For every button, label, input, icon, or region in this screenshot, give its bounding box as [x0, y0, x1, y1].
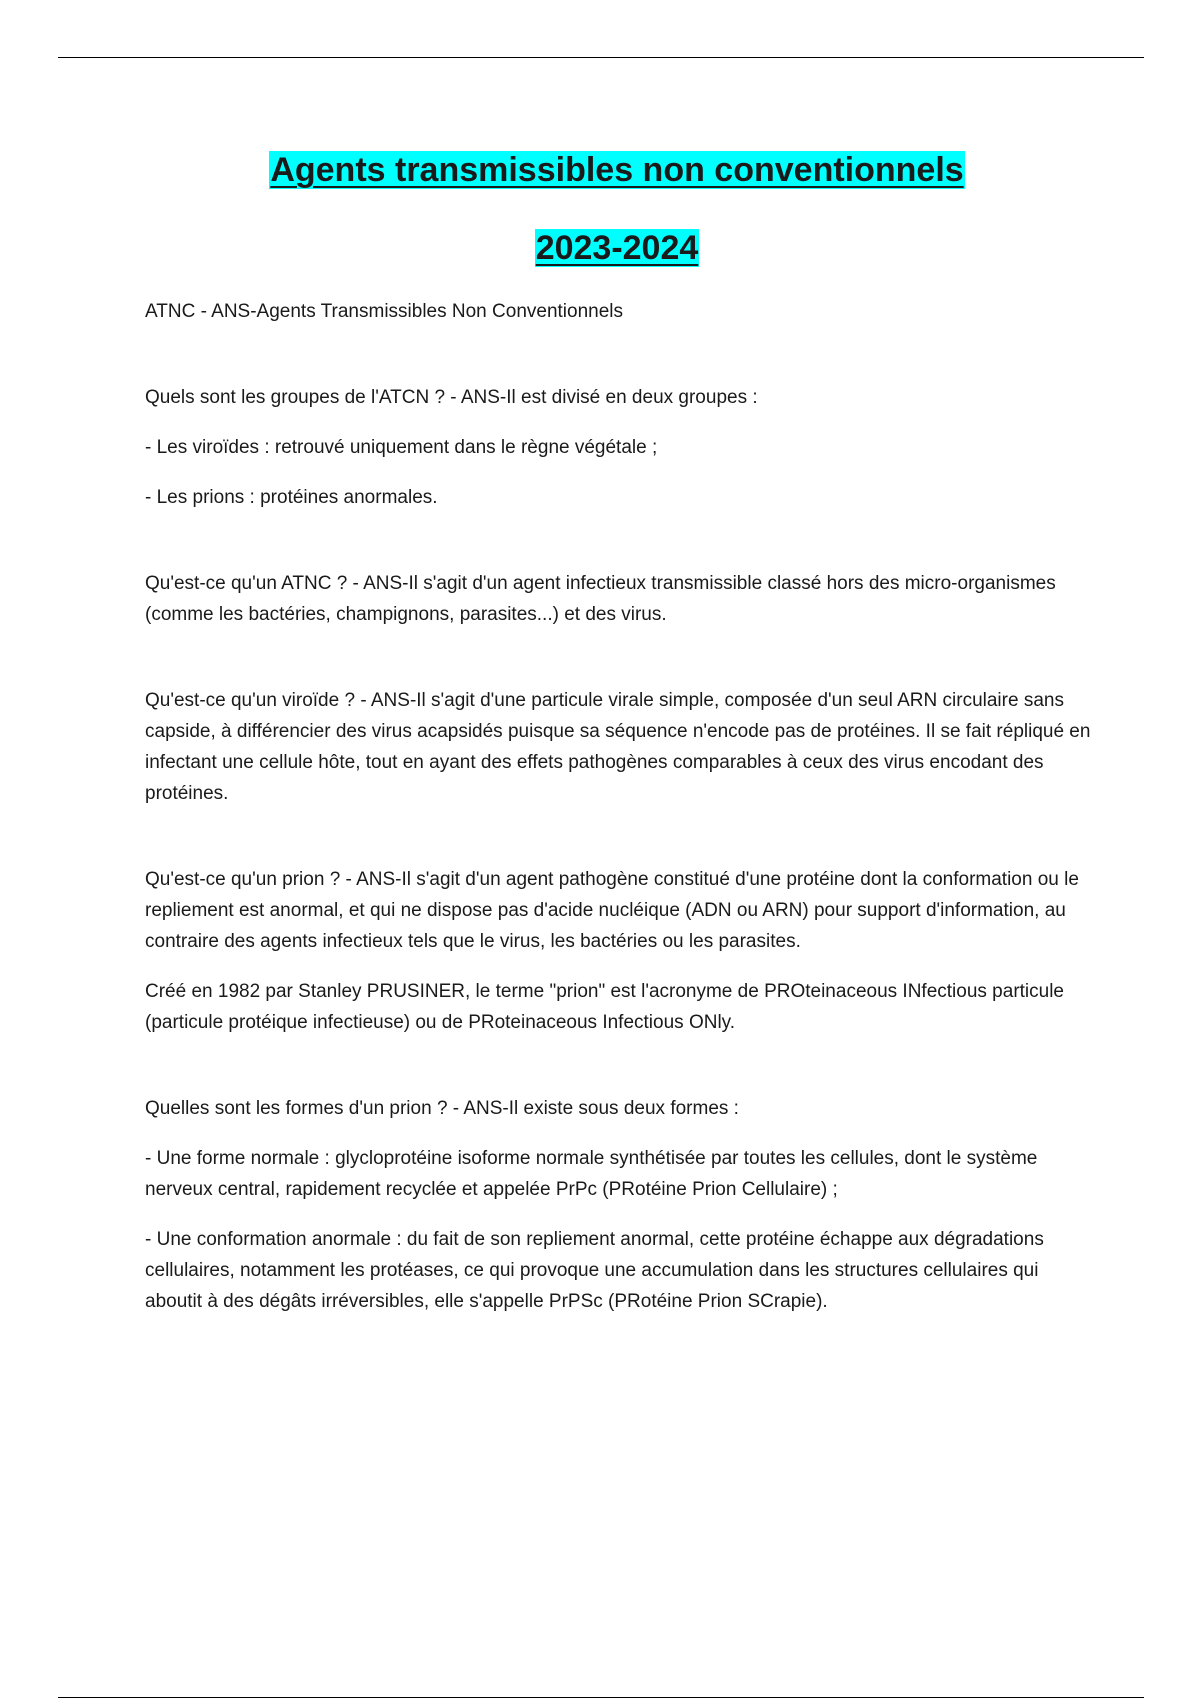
top-rule: [58, 57, 1144, 58]
paragraph-viroide-question: Qu'est-ce qu'un viroïde ? - ANS-Il s'agit d'une particule virale simple, composée d'un seul ARN circulaire sans capside, à différencier des virus acapsidés puisque sa séquence n'encode pas de protéines. Il se fait répliqué en infectant une cellule hôte, tout en ayant des effets pathogènes comparables à ceux des virus encodant des protéines.: [145, 690, 1091, 804]
document-title: [0, 146, 1200, 194]
paragraph-normal-form: - Une forme normale : glycloprotéine isoforme normale synthétisée par toutes les cellules, dont le système nerveux central, rapidement recyclée et appelée PrPc (PRotéine Prion Cellulaire) ;: [145, 1148, 1038, 1200]
document-body: [145, 296, 1095, 1336]
title-line-1: Agents transmissibles non conventionnels: [270, 151, 964, 189]
paragraph-forms-question: Quelles sont les formes d'un prion ? - ANS-Il existe sous deux formes :: [145, 1098, 739, 1119]
document-year: [0, 224, 1200, 272]
paragraph-groups-question: Quels sont les groupes de l'ATCN ? - ANS-Il est divisé en deux groupes :: [145, 387, 758, 408]
paragraph-prions: - Les prions : protéines anormales.: [145, 487, 438, 508]
paragraph-atnc-question: Qu'est-ce qu'un ATNC ? - ANS-Il s'agit d'un agent infectieux transmissible classé hors des micro-organismes (comme les bactéries, champignons, parasites...) et des virus.: [145, 573, 1056, 625]
paragraph-viroides: - Les viroïdes : retrouvé uniquement dans le règne végétale ;: [145, 437, 658, 458]
bottom-rule: [58, 1697, 1144, 1698]
title-line-2: 2023-2024: [535, 229, 699, 267]
paragraph-prion-question: Qu'est-ce qu'un prion ? - ANS-Il s'agit d'un agent pathogène constitué d'une protéine dont la conformation ou le repliement est anormal, et qui ne dispose pas d'acide nucléique (ADN ou ARN) pour support d'information, au contraire des agents infectieux tels que le virus, les bactéries ou les parasites.: [145, 869, 1079, 952]
paragraph-prion-origin: Créé en 1982 par Stanley PRUSINER, le terme "prion" est l'acronyme de PROteinaceous INfectious particule (particule protéique infectieuse) ou de PRoteinaceous Infectious ONly.: [145, 981, 1064, 1033]
paragraph-atnc-definition: ATNC - ANS-Agents Transmissibles Non Conventionnels: [145, 301, 624, 322]
paragraph-abnormal-form: - Une conformation anormale : du fait de son repliement anormal, cette protéine échappe aux dégradations cellulaires, notamment les protéases, ce qui provoque une accumulation dans les structures cellulaires qui aboutit à des dégâts irréversibles, elle s'appelle PrPSc (PRotéine Prion SCrapie).: [145, 1229, 1044, 1312]
